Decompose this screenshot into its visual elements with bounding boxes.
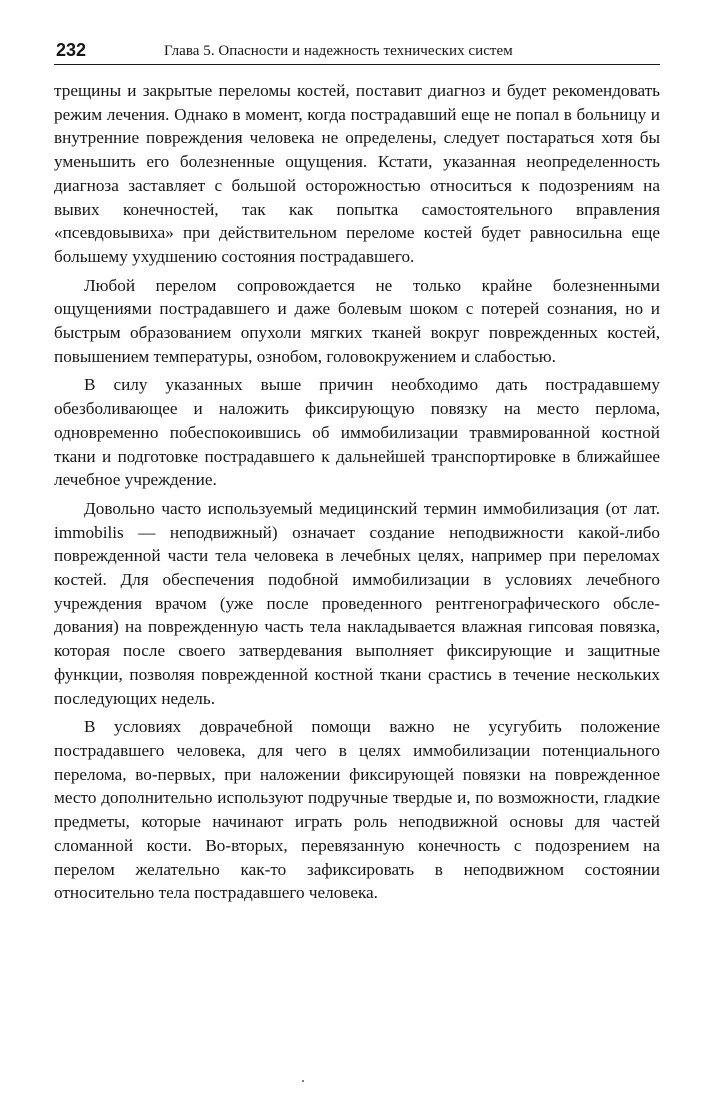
paragraph-fracture-symptoms: Любой перелом сопровождается не только крайне болезненными ощущениями пострадавшего и даже болевым шоком с потерей сознания, но и быстрым образованием опухоли мягких тканей вокруг поврежденных костей, повышением температуры, ознобом, головокружением и слабостью. bbox=[54, 275, 660, 366]
page-header bbox=[54, 40, 660, 65]
running-head: Глава 5. Опасности и надежность технических систем bbox=[164, 43, 513, 59]
scan-speck bbox=[302, 1080, 304, 1082]
paragraph-continued: трещины и закрытые переломы костей, поставит диагноз и будет рекомендовать режим лечения. Однако в момент, когда пострадавший еще не попал в больницу и внутренние повреждения человека не определены, следует постараться хотя бы уменьшить его болезненные ощущения. Кстати, указанная неопределенность диагноза заставляет с большой осторожностью относиться к подозрениям на вывих конечностей, так как попытка самостоятельного вправления «псевдовывиха» при действительном переломе костей будет равносильна еще большему ухудшению состояния пострадавшего. bbox=[54, 81, 660, 266]
page-number: 232 bbox=[56, 40, 87, 60]
paragraph-immobilization-term: Довольно часто используемый медицинский термин иммобилизация (от лат. immobilis — неподвижный) означает создание неподвижности какой-либо поврежденной части тела человека в лечебных целях, например при переломах костей. Для обеспечения подобной иммобилизации в условиях лечебного учреждения врачом (уже после проведенного рентгенографического обследования) на поврежденную часть тела накладывается влажная гипсовая повязка, которая после своего затвердевания выполняет фиксирующие и защитные функции, позволяя поврежденной костной ткани срастись в течение нескольких последующих недель. bbox=[54, 498, 660, 708]
paragraph-first-aid: В силу указанных выше причин необходимо дать пострадавшему обезболивающее и наложить фиксирующую повязку на место перлома, одновременно побеспокоившись об иммобилизации травмированной костной ткани и подготовке пострадавшего к дальнейшей транспортировке в ближайшее лечебное учреждение. bbox=[54, 375, 660, 490]
body-text bbox=[54, 79, 660, 910]
paragraph-prehospital-care: В условиях доврачебной помощи важно не усугубить положение пострадавшего человека, для чего в целях иммобилизации потенциального перелома, во-первых, при наложении фиксирующей повязки на поврежденное место дополнительно используют подручные твердые и, по возможности, гладкие предметы, которые начинают играть роль неподвижной основы для частей сломанной кости. Во-вторых, перевязанную конечность с подозрением на перелом желательно как-то зафиксировать в неподвижном состоянии относительно тела пострадавшего человека. bbox=[54, 717, 660, 903]
